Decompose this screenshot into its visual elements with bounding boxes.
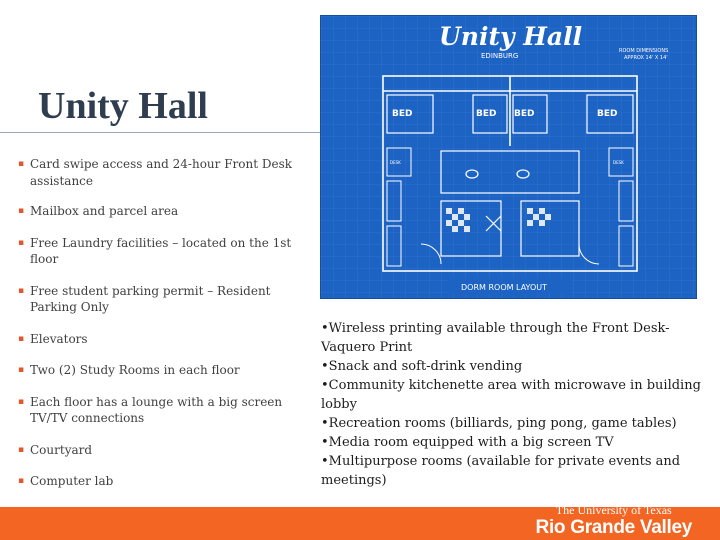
list-item: •Community kitchenette area with microwave in building lobby xyxy=(321,378,701,412)
list-item: ▪ Each floor has a lounge with a big screen TV/TV connections xyxy=(18,394,303,427)
bed-label: BED xyxy=(392,109,413,119)
list-item: •Wireless printing available through the Front Desk-Vaquero Print xyxy=(321,321,670,355)
bed-label: BED xyxy=(597,109,618,119)
list-item: ▪ Free Laundry facilities – located on the 1st floor xyxy=(18,235,303,268)
desk-label: DESK xyxy=(613,160,624,165)
title-divider xyxy=(0,132,320,133)
list-item: ▪ Mailbox and parcel area xyxy=(18,203,303,220)
list-item: •Multipurpose rooms (available for private events and meetings) xyxy=(321,454,681,488)
logo-line-campus: Rio Grande Valley xyxy=(535,517,692,538)
desk-label: DESK xyxy=(390,160,401,165)
bed-label: BED xyxy=(514,109,535,119)
bed-label: BED xyxy=(476,109,497,119)
list-item: ▪ Computer lab xyxy=(18,473,303,490)
dorm-layout-blueprint xyxy=(320,15,697,299)
utrgv-logo xyxy=(536,504,692,538)
room-dimensions-label: ROOM DIMENSIONS xyxy=(619,48,669,54)
amenities-left-list xyxy=(18,156,303,490)
list-item: ▪ Card swipe access and 24-hour Front Desk assistance xyxy=(18,156,303,189)
blueprint-caption: DORM ROOM LAYOUT xyxy=(461,283,548,292)
list-item: •Recreation rooms (billiards, ping pong, game tables) xyxy=(321,416,677,431)
slide-title: Unity Hall xyxy=(38,85,208,127)
amenities-right-list xyxy=(321,319,716,490)
list-item: ▪ Free student parking permit – Resident Parking Only xyxy=(18,283,303,316)
floorplan-drawing xyxy=(321,16,696,298)
list-item: ▪ Elevators xyxy=(18,331,303,348)
blueprint-heading: Unity Hall xyxy=(439,22,583,51)
list-item: •Snack and soft-drink vending xyxy=(321,359,523,374)
room-dimensions-value: APPROX 14' X 14' xyxy=(624,55,668,61)
list-item: •Media room equipped with a big screen TV xyxy=(321,435,614,450)
list-item: ▪ Courtyard xyxy=(18,442,303,459)
list-item: ▪ Two (2) Study Rooms in each floor xyxy=(18,362,303,379)
blueprint-location: EDINBURG xyxy=(481,52,519,60)
logo-line-university: The University of Texas xyxy=(555,503,672,517)
